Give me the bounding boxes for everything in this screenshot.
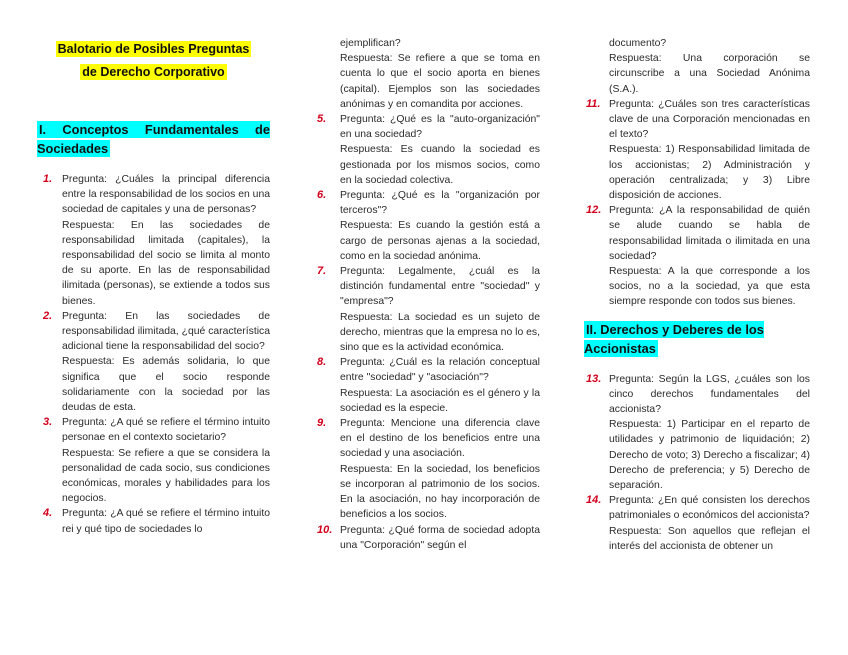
title-line-2: de Derecho Corporativo — [82, 65, 225, 79]
answer-text: Respuesta: Es cuando la sociedad es gestionada por los mismos socios, como en la sociedad colectiva. — [340, 144, 540, 186]
heading-text: I. Conceptos Fundamentales de Sociedades — [37, 122, 270, 156]
question-number: 12. — [586, 204, 602, 217]
question-item — [584, 493, 810, 554]
question-item — [584, 372, 810, 494]
question-item — [315, 264, 540, 355]
question-item — [315, 355, 540, 416]
answer-text: Respuesta: La sociedad es un sujeto de derecho, mientras que la empresa no lo es, sino que es la actividad económica. — [340, 311, 540, 354]
question-number: 4. — [43, 507, 53, 520]
question-text: Pregunta: ¿A qué se refiere el término intuito rei y qué tipo de sociedades lo — [62, 508, 270, 535]
question-text: ejemplifican? — [340, 38, 401, 49]
question-item — [584, 97, 810, 203]
question-number: 1. — [43, 173, 53, 185]
question-continuation — [315, 36, 540, 112]
answer-text: Respuesta: 1) Participar en el reparto de utilidades y patrimonio de liquidación; 2) Derecho de voto; 3) Derecho a fiscalizar; 4) Derecho de preferencia; y 5) Derecho de separación. — [609, 419, 810, 492]
question-continuation — [584, 36, 810, 97]
answer-text: Respuesta: Una corporación se circunscribe a una Sociedad Anónima (S.A.). — [609, 53, 810, 95]
answer-text: Respuesta: En las sociedades de responsabilidad limitada (capitales), la responsabilidad del socio se limita al monto de su aporte. En las de responsabilidad ilimitada (personas), se extiende a todos sus bienes. — [62, 219, 270, 307]
question-text: Pregunta: ¿Qué es la "organización por terceros"? — [340, 190, 540, 217]
question-text: Pregunta: Según la LGS, ¿cuáles son los cinco derechos fundamentales del accionista? — [609, 373, 810, 416]
question-text: Pregunta: Legalmente, ¿cuál es la distinción fundamental entre "sociedad" y "empresa"? — [340, 266, 540, 308]
column-2 — [315, 36, 540, 553]
question-text: Pregunta: ¿En qué consisten los derechos patrimoniales o económicos del accionista? — [609, 495, 810, 522]
question-item — [37, 415, 270, 506]
question-number: 2. — [43, 309, 53, 322]
question-text: Pregunta: ¿A la responsabilidad de quién se alude cuando se habla de responsabilidad limitada o ilimitada en una sociedad? — [609, 205, 810, 262]
question-text: Pregunta: ¿Qué es la "auto-organización" en una sociedad? — [340, 114, 540, 141]
question-text: Pregunta: ¿Cuáles son tres características clave de una Corporación mencionadas en el texto? — [609, 98, 810, 141]
question-item — [37, 172, 270, 309]
question-text: documento? — [609, 38, 667, 49]
question-number: 3. — [43, 416, 53, 429]
heading-text: II. Derechos y Deberes de los Accionistas — [584, 321, 764, 356]
column-3 — [584, 36, 810, 554]
question-item — [584, 203, 810, 309]
section-heading-2 — [584, 320, 810, 358]
question-number: 11. — [586, 97, 601, 110]
question-item — [315, 416, 540, 522]
document-title — [37, 38, 270, 84]
title-line-1: Balotario de Posibles Preguntas — [57, 42, 250, 56]
question-item — [315, 188, 540, 264]
question-number: 9. — [317, 417, 327, 430]
answer-text: Respuesta: Se refiere a que se toma en cuenta lo que el socio aporta en bienes (capital). Ejemplos son las sociedades anónimas y en comandita por acciones. — [340, 53, 540, 110]
question-number: 6. — [317, 189, 327, 202]
question-number: 5. — [317, 113, 327, 126]
question-number: 13. — [586, 372, 602, 385]
question-text: Pregunta: ¿Cuál es la relación conceptual entre "sociedad" y "asociación"? — [340, 357, 540, 384]
question-number: 7. — [317, 265, 327, 278]
question-number: 10. — [317, 523, 333, 536]
question-item — [37, 506, 270, 536]
answer-text: Respuesta: A la que corresponde a los socios, no a la sociedad, ya que esta siempre responde con todos sus bienes. — [609, 266, 810, 308]
question-item — [37, 309, 270, 415]
column-1 — [37, 34, 270, 537]
answer-text: Respuesta: La asociación es el género y la sociedad es la especie. — [340, 387, 540, 414]
answer-text: Respuesta: Se refiere a que se considera la personalidad de cada socio, sus condiciones económicas, morales y habilidades para los negocios. — [62, 447, 270, 505]
question-text: Pregunta: ¿Cuáles la principal diferencia entre la responsabilidad de los socios en una sociedad de capitales y una de personas? — [62, 174, 270, 216]
question-number: 8. — [317, 356, 327, 369]
question-text: Pregunta: En las sociedades de responsabilidad ilimitada, ¿qué característica adicional tiene la responsabilidad del socio? — [62, 310, 270, 353]
answer-text: Respuesta: 1) Responsabilidad limitada de los accionistas; 2) Administración y operación centralizada; y 3) Libre disposición de acciones. — [609, 144, 810, 202]
section-heading-1 — [37, 120, 270, 158]
answer-text: Respuesta: En la sociedad, los beneficios se incorporan al patrimonio de los socios. En la asociación, no hay incorporación de beneficios a los socios. — [340, 463, 540, 521]
question-text: Pregunta: Mencione una diferencia clave en el destino de los beneficios entre una sociedad y una asociación. — [340, 418, 540, 460]
question-text: Pregunta: ¿Qué forma de sociedad adopta una "Corporación" según el — [340, 524, 540, 551]
answer-text: Respuesta: Son aquellos que reflejan el interés del accionista de obtener un — [609, 525, 810, 552]
question-item — [315, 112, 540, 188]
question-number: 14. — [586, 494, 602, 507]
question-text: Pregunta: ¿A qué se refiere el término intuito personae en el contexto societario? — [62, 417, 270, 444]
answer-text: Respuesta: Es además solidaria, lo que significa que el socio responde solidariamente con la sociedad por las deudas de esta. — [62, 356, 270, 414]
question-item — [315, 523, 540, 553]
answer-text: Respuesta: Es cuando la gestión está a cargo de personas ajenas a la sociedad, como en la sociedad anónima. — [340, 220, 540, 262]
